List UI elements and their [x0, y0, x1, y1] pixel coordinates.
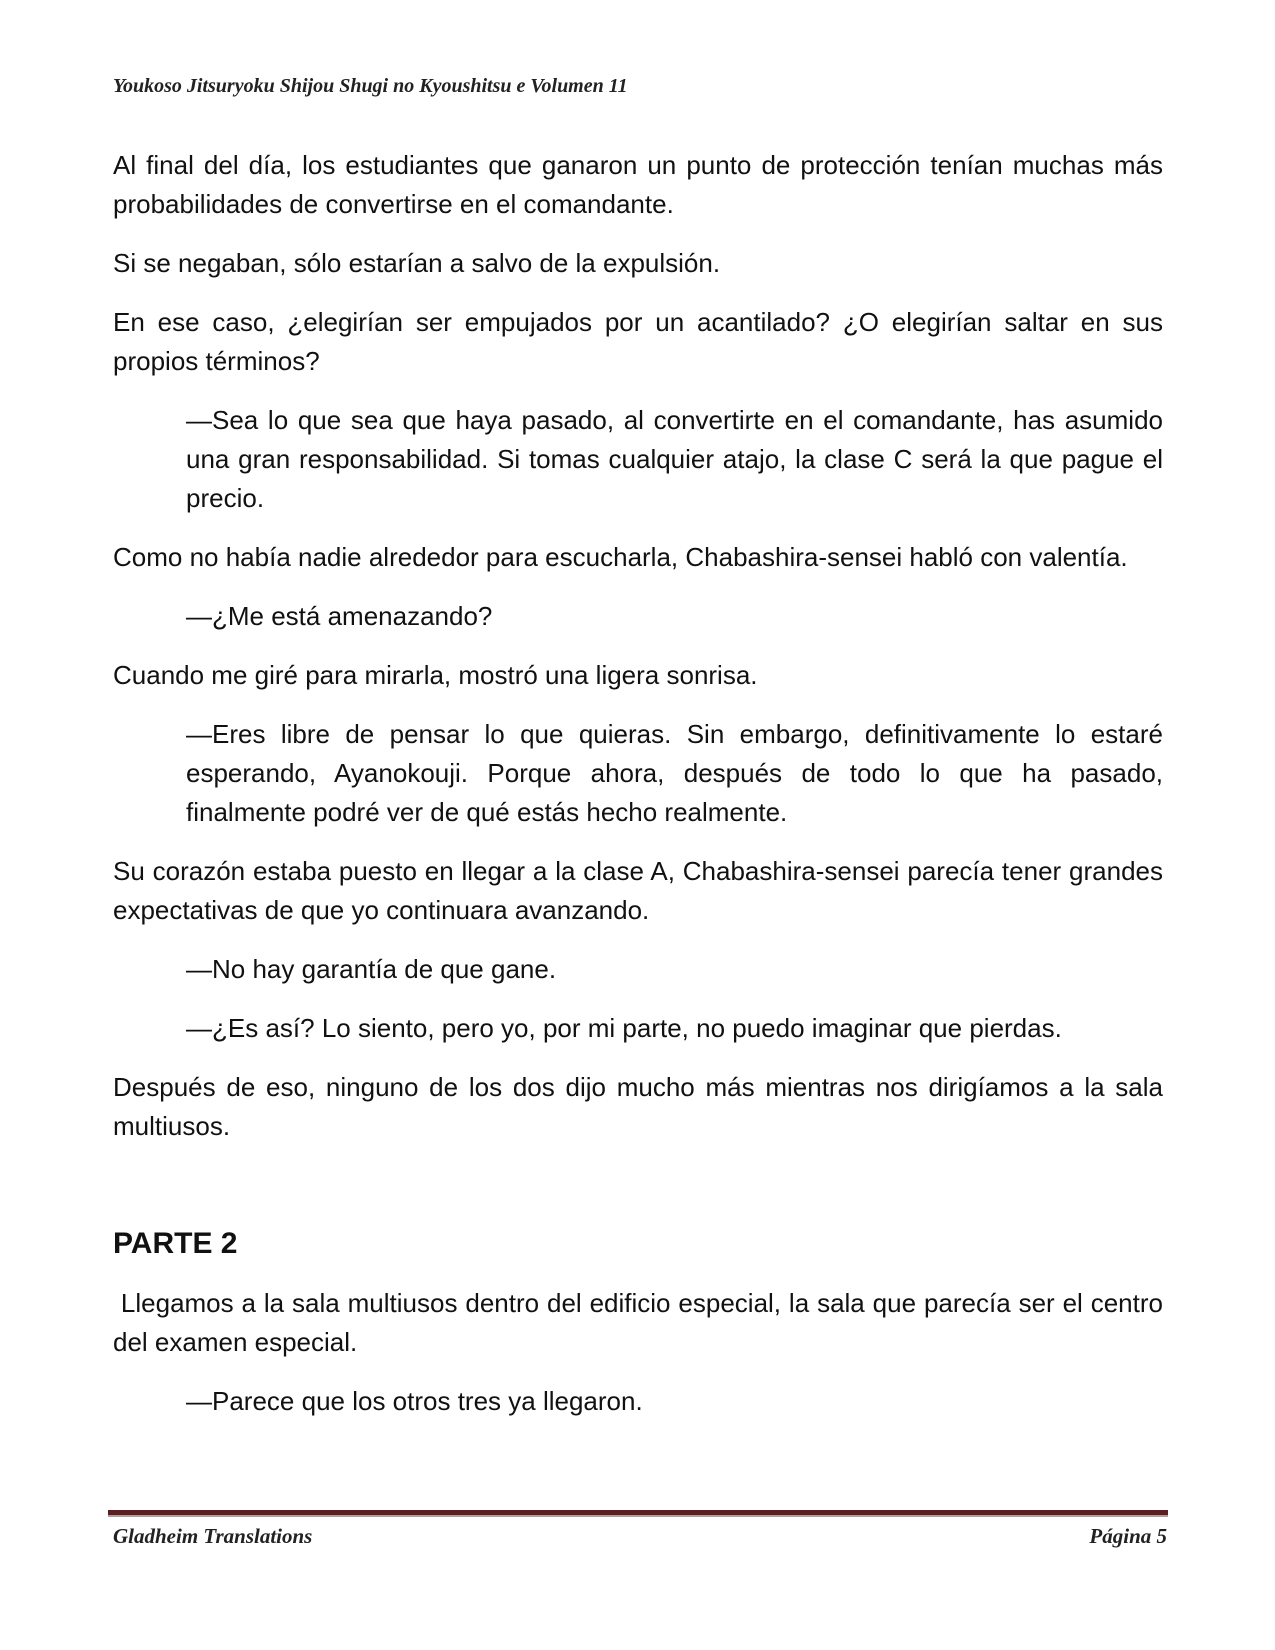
paragraph: Después de eso, ninguno de los dos dijo mucho más mientras nos dirigíamos a la sala multiusos. [113, 1072, 1163, 1141]
dialog-line: —Parece que los otros tres ya llegaron. [186, 1386, 643, 1416]
paragraph: En ese caso, ¿elegirían ser empujados por un acantilado? ¿O elegirían saltar en sus propios términos? [113, 307, 1163, 376]
paragraph: Al final del día, los estudiantes que ganaron un punto de protección tenían muchas más probabilidades de convertirse en el comandante. [113, 150, 1163, 219]
footer-publisher: Gladheim Translations [113, 1524, 313, 1548]
dialog-line: —No hay garantía de que gane. [186, 954, 557, 984]
page-body [113, 146, 1171, 1441]
footer-divider [108, 1510, 1168, 1517]
dialog-line: —¿Me está amenazando? [186, 601, 493, 631]
dialog-line: —Sea lo que sea que haya pasado, al convertirte en el comandante, has asumido una gran responsabilidad. Si tomas cualquier atajo, la clase C será la que pague el precio. [186, 405, 1163, 513]
paragraph: Si se negaban, sólo estarían a salvo de la expulsión. [113, 248, 721, 278]
paragraph: Llegamos a la sala multiusos dentro del edificio especial, la sala que parecía ser el centro del examen especial. [113, 1288, 1171, 1357]
page-header: Youkoso Jitsuryoku Shijou Shugi no Kyoushitsu e Volumen 11 [113, 75, 628, 97]
section-heading: PARTE 2 [113, 1227, 238, 1260]
paragraph: Cuando me giré para mirarla, mostró una ligera sonrisa. [113, 660, 758, 690]
dialog-line: —Eres libre de pensar lo que quieras. Sin embargo, definitivamente lo estaré esperando, Ayanokouji. Porque ahora, después de todo lo que ha pasado, finalmente podré ver de qué estás hecho realmente. [186, 719, 1163, 827]
page-number: Página 5 [1089, 1524, 1167, 1548]
paragraph: Su corazón estaba puesto en llegar a la clase A, Chabashira-sensei parecía tener grandes expectativas de que yo continuara avanzando. [113, 856, 1163, 925]
paragraph: Como no había nadie alrededor para escucharla, Chabashira-sensei habló con valentía. [113, 542, 1128, 572]
dialog-line: —¿Es así? Lo siento, pero yo, por mi parte, no puedo imaginar que pierdas. [186, 1013, 1062, 1043]
